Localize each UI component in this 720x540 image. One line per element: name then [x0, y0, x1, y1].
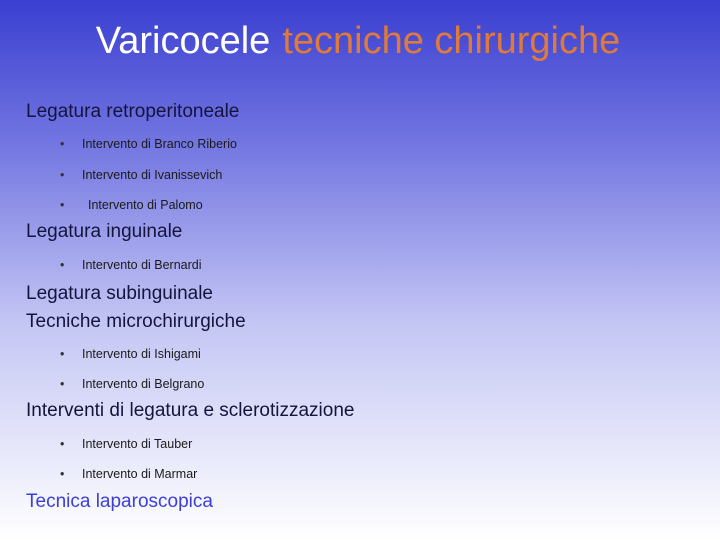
list-item [60, 465, 197, 483]
bullet-icon: • [60, 467, 65, 481]
title-part-varicocele: Varicocele [95, 20, 271, 62]
heading-legatura-inguinale: Legatura inguinale [26, 221, 183, 242]
bullet-icon: • [60, 437, 65, 451]
list-item-text: Intervento di Branco Riberio [82, 137, 237, 151]
heading-tecnica-laparoscopica: Tecnica laparoscopica [26, 491, 213, 512]
list-item-text: Intervento di Tauber [82, 437, 193, 451]
bullet-icon: • [60, 347, 65, 361]
heading-tecniche-microchirurgiche: Tecniche microchirurgiche [26, 311, 246, 332]
heading-legatura-subinguinale: Legatura subinguinale [26, 283, 213, 304]
list-item [60, 256, 202, 274]
bullet-icon: • [60, 168, 65, 182]
list-item [60, 135, 237, 153]
list-item-text: Intervento di Bernardi [82, 258, 202, 272]
list-item [60, 345, 201, 363]
list-item [60, 375, 204, 393]
bullet-icon: • [60, 377, 65, 391]
slide-title [0, 16, 716, 66]
list-item-text: Intervento di Belgrano [82, 377, 205, 391]
title-part-tecniche: tecniche chirurgiche [282, 20, 621, 62]
list-item-text: Intervento di Palomo [88, 198, 203, 212]
bullet-icon: • [60, 258, 65, 272]
bullet-icon: • [60, 137, 65, 151]
heading-legatura-retroperitoneale: Legatura retroperitoneale [26, 101, 240, 122]
bullet-icon: • [60, 198, 65, 212]
list-item-text: Intervento di Ishigami [82, 347, 201, 361]
heading-interventi-legatura-sclerotizzazione: Interventi di legatura e sclerotizzazione [26, 400, 355, 421]
list-item [60, 196, 203, 214]
list-item-text: Intervento di Marmar [82, 467, 198, 481]
list-item [60, 166, 222, 184]
list-item [60, 435, 192, 453]
list-item-text: Intervento di Ivanissevich [82, 168, 223, 182]
